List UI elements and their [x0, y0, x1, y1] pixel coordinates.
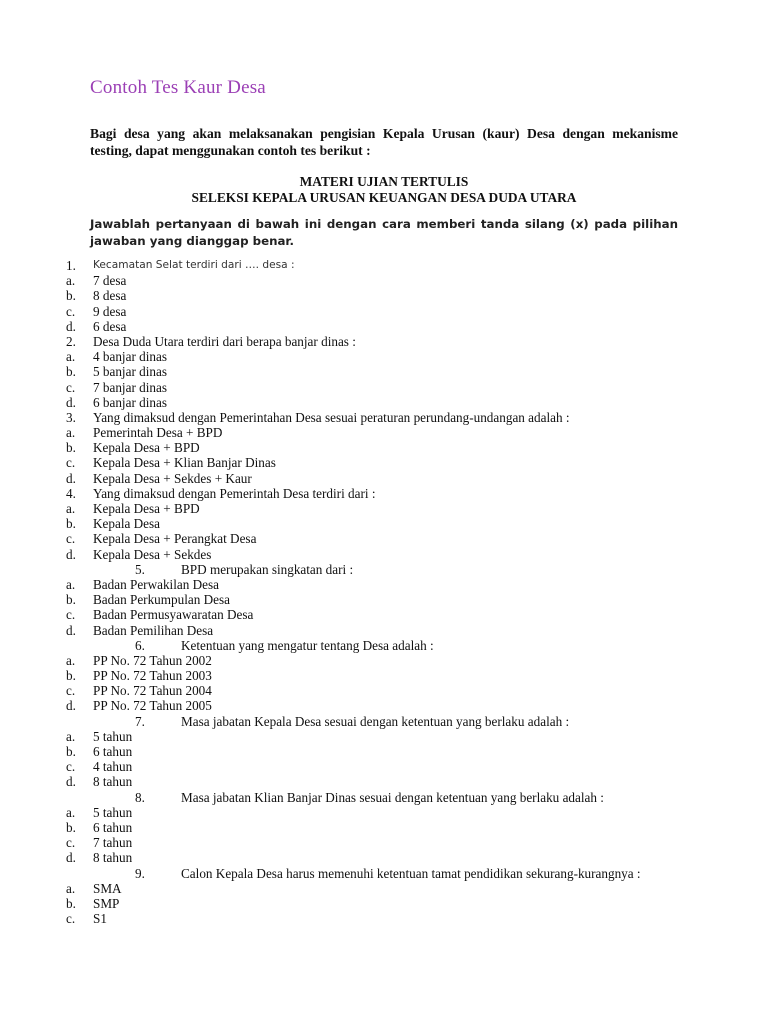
- answer-option-text: 4 tahun: [93, 759, 133, 775]
- answer-option: [0, 835, 768, 850]
- answer-option: [0, 805, 768, 820]
- question-item: [0, 638, 768, 653]
- answer-option-marker: b.: [66, 744, 76, 759]
- answer-option-text: 6 desa: [93, 318, 127, 334]
- answer-option-text: Kepala Desa + Sekdes + Kaur: [93, 470, 252, 486]
- question-item-marker: 7.: [135, 713, 145, 729]
- question-item-marker: 9.: [135, 865, 145, 881]
- answer-option-marker: c.: [66, 835, 76, 851]
- answer-option-marker: a.: [66, 425, 76, 441]
- answer-option-text: 9 desa: [93, 303, 127, 319]
- answer-option: [0, 501, 768, 516]
- answer-option: [0, 607, 768, 622]
- exam-subheading: SELEKSI KEPALA URUSAN KEUANGAN DESA DUDA UTARA: [191, 190, 577, 205]
- answer-option-marker: c.: [66, 759, 76, 775]
- answer-option-text: Kepala Desa + BPD: [93, 501, 200, 516]
- answer-option-marker: d.: [66, 622, 76, 638]
- answer-option: [0, 592, 768, 607]
- question-item-marker: 3.: [66, 409, 76, 425]
- answer-option-marker: c.: [66, 455, 76, 471]
- answer-option: [0, 577, 768, 592]
- exam-heading: MATERI UJIAN TERTULIS: [299, 174, 469, 189]
- answer-option-marker: b.: [66, 440, 76, 456]
- question-item: [0, 714, 768, 729]
- answer-option-text: SMP: [93, 895, 120, 911]
- answer-option-marker: b.: [66, 668, 76, 684]
- answer-option-marker: a.: [66, 349, 76, 365]
- question-item: [0, 866, 768, 881]
- question-item-marker: 5.: [135, 561, 145, 577]
- answer-option-text: 8 tahun: [93, 774, 133, 790]
- answer-option: [0, 531, 768, 546]
- answer-option: [0, 911, 768, 926]
- answer-option: [0, 683, 768, 698]
- answer-option-marker: a.: [66, 501, 76, 516]
- question-item-marker: 2.: [66, 333, 76, 349]
- answer-option: [0, 759, 768, 774]
- answer-option: [0, 380, 768, 395]
- question-item-marker: 6.: [135, 637, 145, 653]
- answer-option: [0, 668, 768, 683]
- answer-option-marker: c.: [66, 607, 76, 623]
- answer-option-marker: b.: [66, 288, 76, 304]
- answer-option-text: PP No. 72 Tahun 2002: [93, 652, 212, 668]
- answer-option-marker: d.: [66, 850, 76, 866]
- answer-option: [0, 850, 768, 865]
- answer-option: [0, 623, 768, 638]
- answer-option: [0, 349, 768, 364]
- answer-option-marker: c.: [66, 683, 76, 699]
- answer-option: [0, 896, 768, 911]
- answer-option-text: PP No. 72 Tahun 2005: [93, 698, 212, 714]
- answer-option-text: Kepala Desa + Sekdes: [93, 546, 212, 562]
- question-item: [0, 562, 768, 577]
- answer-option-marker: b.: [66, 364, 76, 380]
- answer-option-marker: b.: [66, 819, 76, 835]
- question-item: [0, 486, 768, 501]
- answer-option-text: 5 tahun: [93, 804, 133, 820]
- answer-option: [0, 364, 768, 379]
- answer-option: [0, 744, 768, 759]
- answer-option: [0, 547, 768, 562]
- answer-option-text: Kepala Desa + Perangkat Desa: [93, 531, 257, 547]
- answer-option: [0, 774, 768, 789]
- answer-option-marker: a.: [66, 880, 76, 896]
- answer-option-text: 8 desa: [93, 288, 127, 304]
- answer-option-marker: d.: [66, 318, 76, 334]
- answer-option-text: 5 tahun: [93, 728, 133, 744]
- answer-option: [0, 820, 768, 835]
- answer-option-marker: d.: [66, 546, 76, 562]
- question-item-text: Ketentuan yang mengatur tentang Desa adalah :: [181, 637, 434, 653]
- answer-option-text: 4 banjar dinas: [93, 349, 167, 365]
- answer-option-text: Kepala Desa + BPD: [93, 440, 200, 456]
- answer-option: [0, 729, 768, 744]
- question-item-marker: 8.: [135, 789, 145, 805]
- answer-option-marker: c.: [66, 531, 76, 547]
- answer-option-text: 5 banjar dinas: [93, 364, 167, 380]
- answer-option-marker: c.: [66, 379, 76, 395]
- answer-option-text: Badan Perwakilan Desa: [93, 576, 219, 592]
- question-item: [0, 410, 768, 425]
- answer-option: [0, 653, 768, 668]
- answer-option-text: Kepala Desa: [93, 516, 160, 532]
- answer-option-text: 6 banjar dinas: [93, 394, 167, 410]
- answer-option-marker: a.: [66, 804, 76, 820]
- answer-option-marker: a.: [66, 576, 76, 592]
- answer-option: [0, 881, 768, 896]
- answer-option-text: SMA: [93, 880, 122, 896]
- answer-option-text: 7 desa: [93, 273, 127, 289]
- answer-option-text: Badan Permusyawaratan Desa: [93, 607, 254, 623]
- answer-option: [0, 273, 768, 288]
- answer-option-text: 7 banjar dinas: [93, 379, 167, 395]
- answer-option-marker: d.: [66, 774, 76, 790]
- question-item-text: Calon Kepala Desa harus memenuhi ketentuan tamat pendidikan sekurang-kurangnya :: [181, 865, 641, 881]
- answer-option-marker: c.: [66, 303, 76, 319]
- question-item-text: Masa jabatan Kepala Desa sesuai dengan ketentuan yang berlaku adalah :: [181, 713, 570, 729]
- answer-option-text: Badan Pemilihan Desa: [93, 622, 214, 638]
- answer-option-marker: c.: [66, 911, 76, 927]
- question-item: [0, 258, 768, 273]
- answer-option-marker: a.: [66, 652, 76, 668]
- question-item-text: Desa Duda Utara terdiri dari berapa banjar dinas :: [93, 333, 356, 349]
- instruction-paragraph: Jawablah pertanyaan di bawah ini dengan cara memberi tanda silang (x) pada pilihan jawaban yang dianggap benar.: [90, 217, 678, 248]
- question-item-text: BPD merupakan singkatan dari :: [181, 561, 354, 577]
- answer-option-marker: d.: [66, 394, 76, 410]
- answer-option-marker: b.: [66, 592, 76, 608]
- answer-option: [0, 395, 768, 410]
- answer-option-marker: b.: [66, 516, 76, 532]
- question-item-text: Yang dimaksud dengan Pemerintah Desa terdiri dari :: [93, 485, 376, 501]
- answer-option-text: 6 tahun: [93, 819, 133, 835]
- answer-option-text: Kepala Desa + Klian Banjar Dinas: [93, 455, 276, 471]
- answer-option-marker: a.: [66, 273, 76, 289]
- answer-option-text: 6 tahun: [93, 744, 133, 759]
- answer-option: [0, 455, 768, 470]
- answer-option: [0, 440, 768, 455]
- answer-option-text: PP No. 72 Tahun 2004: [93, 683, 212, 699]
- question-item: [0, 334, 768, 349]
- answer-option-marker: d.: [66, 698, 76, 714]
- answer-option-text: S1: [93, 911, 107, 927]
- answer-option: [0, 698, 768, 713]
- question-item-marker: 1.: [66, 258, 76, 273]
- question-item-text: Kecamatan Selat terdiri dari …. desa :: [93, 259, 295, 271]
- answer-option-text: Badan Perkumpulan Desa: [93, 592, 230, 608]
- answer-option-marker: d.: [66, 470, 76, 486]
- answer-option: [0, 288, 768, 303]
- answer-option-text: Pemerintah Desa + BPD: [93, 425, 223, 441]
- answer-option: [0, 304, 768, 319]
- question-list: [0, 258, 768, 926]
- answer-option-text: 7 tahun: [93, 835, 133, 851]
- answer-option: [0, 319, 768, 334]
- page-title: Contoh Tes Kaur Desa: [90, 77, 266, 98]
- question-item-marker: 4.: [66, 485, 76, 501]
- question-item-text: Masa jabatan Klian Banjar Dinas sesuai dengan ketentuan yang berlaku adalah :: [181, 789, 604, 805]
- answer-option-text: 8 tahun: [93, 850, 133, 866]
- question-item-text: Yang dimaksud dengan Pemerintahan Desa sesuai peraturan perundang-undangan adalah :: [93, 409, 570, 425]
- intro-paragraph: Bagi desa yang akan melaksanakan pengisian Kepala Urusan (kaur) Desa dengan mekanisme testing, dapat menggunakan contoh tes berikut :: [90, 126, 678, 158]
- answer-option-marker: b.: [66, 895, 76, 911]
- answer-option-text: PP No. 72 Tahun 2003: [93, 668, 212, 684]
- answer-option-marker: a.: [66, 728, 76, 744]
- answer-option: [0, 471, 768, 486]
- answer-option: [0, 425, 768, 440]
- question-item: [0, 790, 768, 805]
- answer-option: [0, 516, 768, 531]
